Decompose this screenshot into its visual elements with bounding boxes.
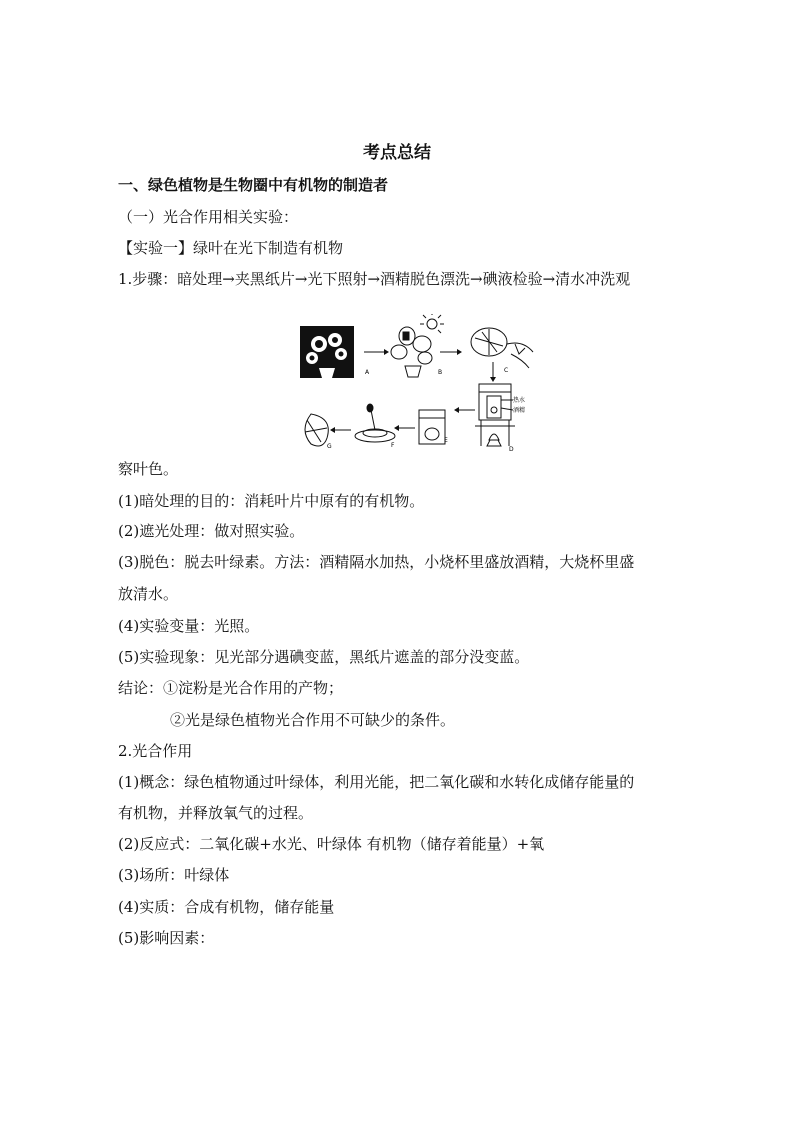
page-title: 考点总结 [363, 143, 431, 163]
label-d: D [509, 446, 514, 453]
step-g-result-leaf [305, 414, 328, 446]
label-e: E [444, 437, 448, 444]
item-dark-treatment: (1)暗处理的目的：消耗叶片中原有的有机物。 [118, 492, 425, 510]
item-phenomenon: (5)实验现象：见光部分遇碘变蓝，黑纸片遮盖的部分没变蓝。 [118, 648, 530, 666]
label-alcohol: 酒精 [513, 407, 526, 414]
arrow-icon [330, 427, 351, 433]
location: (3)场所：叶绿体 [118, 866, 230, 884]
label-a: A [365, 369, 370, 376]
label-f: F [391, 442, 395, 449]
arrow-icon [364, 349, 389, 355]
reaction-equation: (2)反应式：二氧化碳+水光、叶绿体 有机物（储存着能量）+氧 [118, 835, 545, 853]
step-a-dark-plant [300, 326, 354, 378]
section-heading-1: 一、绿色植物是生物圈中有机物的制造者 [118, 176, 389, 194]
experiment-heading: 【实验一】绿叶在光下制造有机物 [118, 239, 344, 257]
arrow-icon [490, 362, 496, 382]
concept-line2: 有机物，并释放氧气的过程。 [118, 804, 314, 822]
conclusion-2: ②光是绿色植物光合作用不可缺少的条件。 [170, 711, 456, 729]
step-b-plant-sun [391, 314, 444, 377]
concept-line1: (1)概念：绿色植物通过叶绿体，利用光能，把二氧化碳和水转化成储存能量的 [118, 773, 635, 791]
item-decolor-line1: (3)脱色：脱去叶绿素。方法：酒精隔水加热，小烧杯里盛放酒精，大烧杯里盛 [118, 553, 635, 571]
step-c-leaf-removal [471, 328, 533, 368]
label-hot-water: 热水 [513, 397, 526, 404]
arrow-icon [454, 407, 475, 413]
item-variable: (4)实验变量：光照。 [118, 617, 260, 635]
step-d-water-bath [475, 384, 515, 446]
subsection-heading: （一）光合作用相关实验： [118, 208, 299, 226]
conclusion-1: 结论：①淀粉是光合作用的产物； [118, 679, 344, 697]
steps-text-line1: 1.步骤：暗处理→夹黑纸片→光下照射→酒精脱色漂洗→碘液检验→清水冲洗观 [118, 270, 631, 288]
arrow-icon [440, 349, 462, 355]
label-b: B [438, 369, 443, 376]
item-shading: (2)遮光处理：做对照实验。 [118, 522, 305, 540]
step-f-iodine-dish [355, 404, 395, 442]
label-g: G [327, 443, 332, 450]
section-2-heading: 2.光合作用 [118, 742, 193, 760]
steps-text-line2: 察叶色。 [118, 460, 179, 478]
item-decolor-line2: 放清水。 [118, 585, 179, 603]
step-e-rinse-beaker [419, 410, 445, 444]
essence: (4)实质：合成有机物，储存能量 [118, 898, 335, 916]
experiment-figure [297, 314, 547, 454]
arrow-icon [394, 425, 415, 431]
influencing-factors: (5)影响因素： [118, 929, 215, 947]
label-c: C [504, 367, 509, 374]
